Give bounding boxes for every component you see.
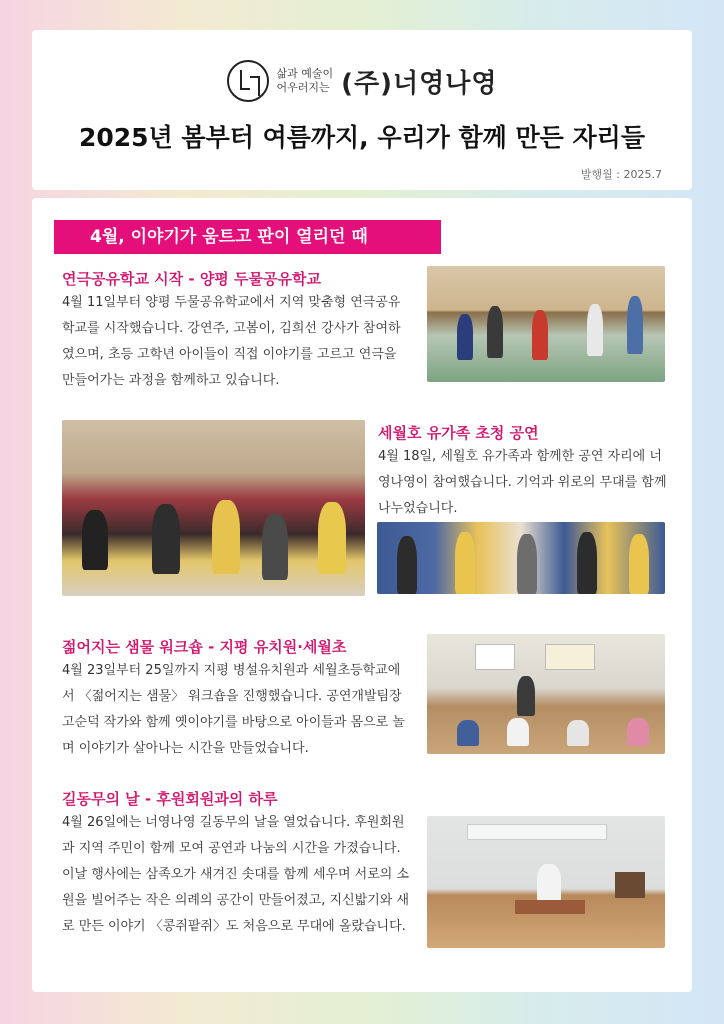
photo-window [467, 824, 607, 840]
slogan-line-1: 삶과 예술이 [276, 67, 334, 80]
article-body: 4월 18일, 세월호 유가족과 함께한 공연 자리에 너영나영이 참여했습니다. 기억과 위로의 무대를 함께 나누었습니다. [378, 449, 667, 516]
newsletter-title: 2025년 봄부터 여름까지, 우리가 함께 만든 자리들 [78, 123, 645, 152]
photo-figure [587, 304, 603, 356]
neoyoung-logo-icon [227, 60, 269, 102]
photo-figure [152, 504, 180, 574]
photo-figure [517, 676, 535, 716]
photo-figure [507, 718, 529, 746]
photo-figure [487, 306, 503, 358]
photo-figure [537, 864, 561, 902]
photo-wall-board [545, 644, 595, 670]
photo-figure [457, 314, 473, 360]
brand-slogan [277, 67, 334, 95]
photo-figure [532, 310, 548, 360]
article-photo-kindergarten-workshop [427, 634, 665, 754]
photo-figure [318, 502, 346, 574]
photo-figure [262, 514, 288, 580]
article-photo-theater-class [427, 266, 665, 382]
brand-name: (주)너영나영 [341, 68, 498, 99]
article-photo-performers-lineup [377, 522, 665, 594]
photo-figure [627, 296, 643, 354]
photo-figure [567, 720, 589, 746]
photo-figure [82, 510, 108, 570]
article-photo-supporters-day [427, 816, 665, 948]
article-title: 길동무의 날 - 후원회원과의 하루 [62, 790, 278, 808]
newsletter-header [32, 30, 692, 190]
photo-bench [515, 900, 585, 914]
photo-figure [517, 534, 537, 594]
photo-wall-board [475, 644, 515, 670]
issue-date: 발행월 : 2025.7 [580, 168, 662, 181]
newsletter-content [32, 198, 692, 992]
article-body: 4월 23일부터 25일까지 지평 병설유치원과 세월초등학교에서 〈젊어지는 샘물〉 워크숍을 진행했습니다. 공연개발팀장 고순덕 작가와 함께 옛이야기를 바탕으로 아이들과 몸으로 놀며 이야기가 살아나는 시간을 만들었습니다. [62, 663, 405, 756]
photo-figure [455, 532, 475, 594]
photo-figure [212, 500, 240, 574]
photo-figure [397, 536, 417, 594]
section-banner: 4월, 이야기가 움트고 판이 열리던 때 [54, 220, 441, 254]
article-title: 연극공유학교 시작 - 양평 두물공유학교 [62, 270, 321, 288]
slogan-line-2: 어우러지는 [276, 81, 330, 94]
article-title: 세월호 유가족 초청 공연 [378, 424, 539, 442]
photo-figure [457, 720, 479, 746]
photo-figure [627, 718, 649, 746]
article-body: 4월 11일부터 양평 두물공유학교에서 지역 맞춤형 연극공유학교를 시작했습니다. 강연주, 고봄이, 김희선 강사가 참여하였으며, 초등 고학년 아이들이 직접 이야기를 고르고 연극을 만들어가는 과정을 함께하고 있습니다. [62, 295, 401, 388]
photo-figure [577, 532, 597, 594]
article-body: 4월 26일에는 너영나영 길동무의 날을 열었습니다. 후원회원과 지역 주민이 함께 모여 공연과 나눔의 시간을 가졌습니다. 이날 행사에는 삼족오가 새겨진 솟대를 함께 세우며 서로의 소원을 빌어주는 작은 의례의 공간이 만들어졌고, 지신밟기와 새로 만든 이야기 〈콩쥐팥쥐〉도 처음으로 무대에 올랐습니다. [62, 815, 410, 934]
photo-speaker [615, 872, 645, 898]
brand-logo-row [32, 60, 692, 102]
article-photo-group-audience [62, 420, 365, 596]
article-title: 젊어지는 샘물 워크숍 - 지평 유치원·세월초 [62, 638, 347, 656]
photo-figure [629, 534, 649, 594]
